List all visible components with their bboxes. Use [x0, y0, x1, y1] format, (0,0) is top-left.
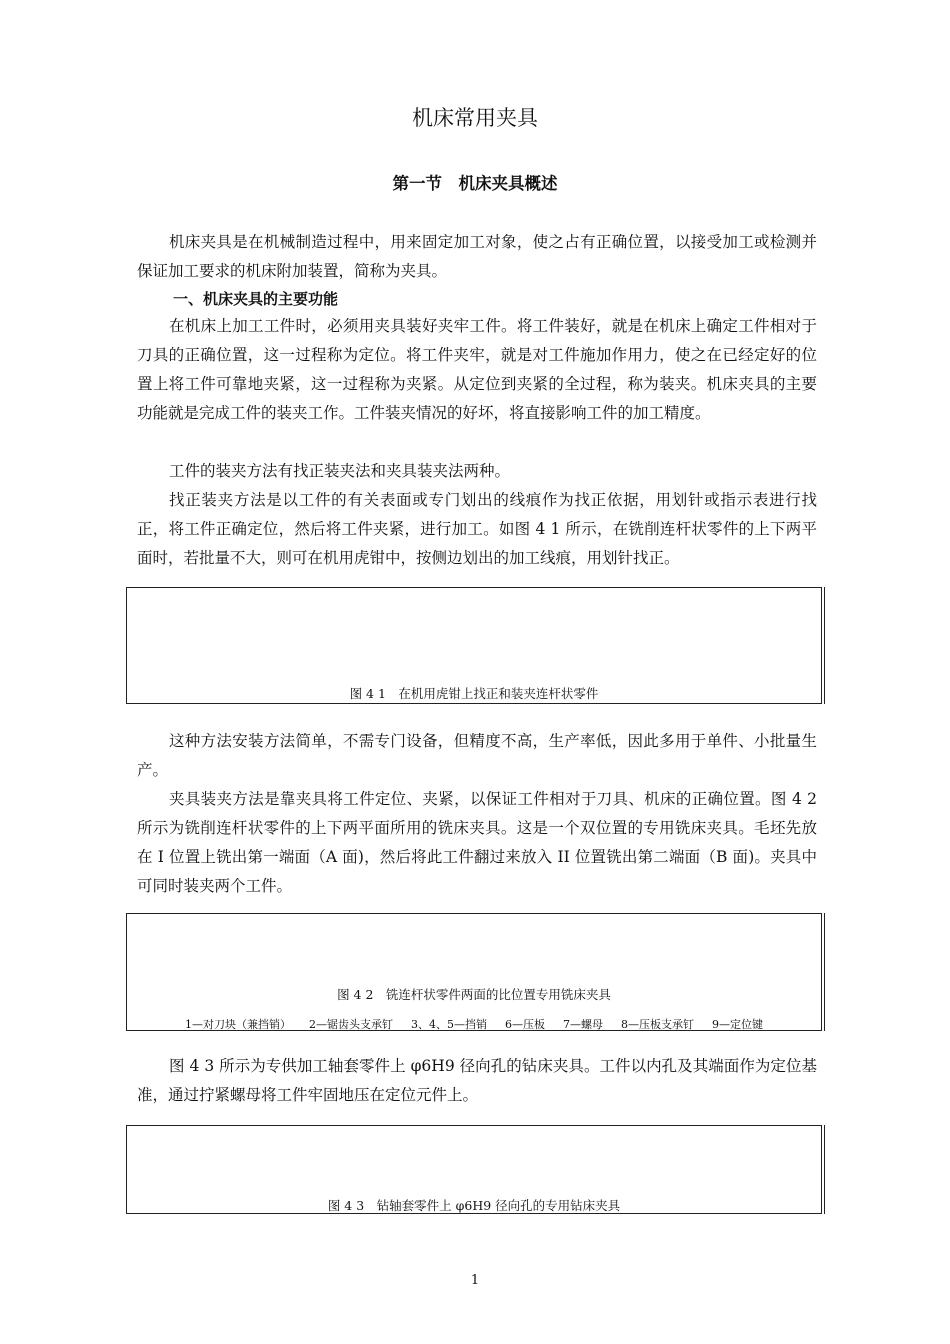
page-number: 1: [470, 1273, 480, 1288]
paragraph-fixture-method: 夹具装夹方法是靠夹具将工件定位、夹紧，以保证工件相对于刀具、机床的正确位置。图 4 2 所示为铣削连杆状零件的上下两平面所用的铣床夹具。这是一个双位置的专用铣床夹具。毛坯先放在 I 位置上铣出第一端面（A 面)，然后将此工件翻过来放入 II 位置铣出第二端面（B 面)。夹具中可同时装夹两个工件。: [137, 790, 817, 895]
paragraph-method-evaluation: 这种方法安装方法简单，不需专门设备，但精度不高，生产率低，因此多用于单件、小批量生产。: [137, 732, 817, 779]
figure-4-2-legend: [127, 1016, 821, 1032]
legend-item: 7—螺母: [563, 1018, 603, 1031]
document-title: 机床常用夹具: [412, 106, 538, 130]
section-heading: 第一节 机床夹具概述: [392, 174, 558, 193]
figure-4-2: [126, 913, 822, 1031]
figure-4-3-caption: 图 4 3 钻轴套零件上 φ6H9 径向孔的专用钻床夹具: [327, 1198, 621, 1213]
legend-item: 3、4、5—挡销: [411, 1018, 487, 1031]
figure-4-2-caption: 图 4 2 铣连杆状零件两面的比位置专用铣床夹具: [337, 987, 611, 1002]
paragraph-drill-fixture: 图 4 3 所示为专供加工轴套零件上 φ6H9 径向孔的钻床夹具。工件以内孔及其端面作为定位基准，通过拧紧螺母将工件牢固地压在定位元件上。: [137, 1057, 817, 1104]
legend-item: 8—压板支承钉: [621, 1018, 694, 1031]
paragraph-functions: 在机床上加工工件时，必须用夹具装好夹牢工件。将工件装好，就是在机床上确定工件相对于刀具的正确位置，这一过程称为定位。将工件夹牢，就是对工件施加作用力，使之在已经定好的位置上将工件可靠地夹紧，这一过程称为夹紧。从定位到夹紧的全过程，称为装夹。机床夹具的主要功能就是完成工件的装夹工作。工件装夹情况的好坏，将直接影响工件的加工精度。: [137, 317, 817, 422]
figure-4-3: [126, 1125, 822, 1214]
paragraph-intro: 机床夹具是在机械制造过程中，用来固定加工对象，使之占有正确位置，以接受加工或检测并保证加工要求的机床附加装置，简称为夹具。: [137, 233, 817, 280]
paragraph-alignment-method: 找正装夹方法是以工件的有关表面或专门划出的线痕作为找正依据，用划针或指示表进行找正，将工件正确定位，然后将工件夹紧，进行加工。如图 4 1 所示，在铣削连杆状零件的上下两平面时，若批量不大，则可在机用虎钳中，按侧边划出的加工线痕，用划针找正。: [137, 491, 817, 567]
figure-4-1-caption: 图 4 1 在机用虎钳上找正和装夹连杆状零件: [349, 686, 599, 701]
paragraph-methods: 工件的装夹方法有找正装夹法和夹具装夹法两种。: [169, 462, 511, 480]
legend-item: 6—压板: [505, 1018, 545, 1031]
legend-item: 1—对刀块（兼挡销）: [185, 1018, 291, 1031]
legend-item: 9—定位键: [712, 1018, 763, 1031]
legend-item: 2—锯齿头支承钉: [309, 1018, 393, 1031]
subheading-main-functions: 一、机床夹具的主要功能: [173, 290, 339, 308]
figure-4-1: [126, 587, 822, 704]
